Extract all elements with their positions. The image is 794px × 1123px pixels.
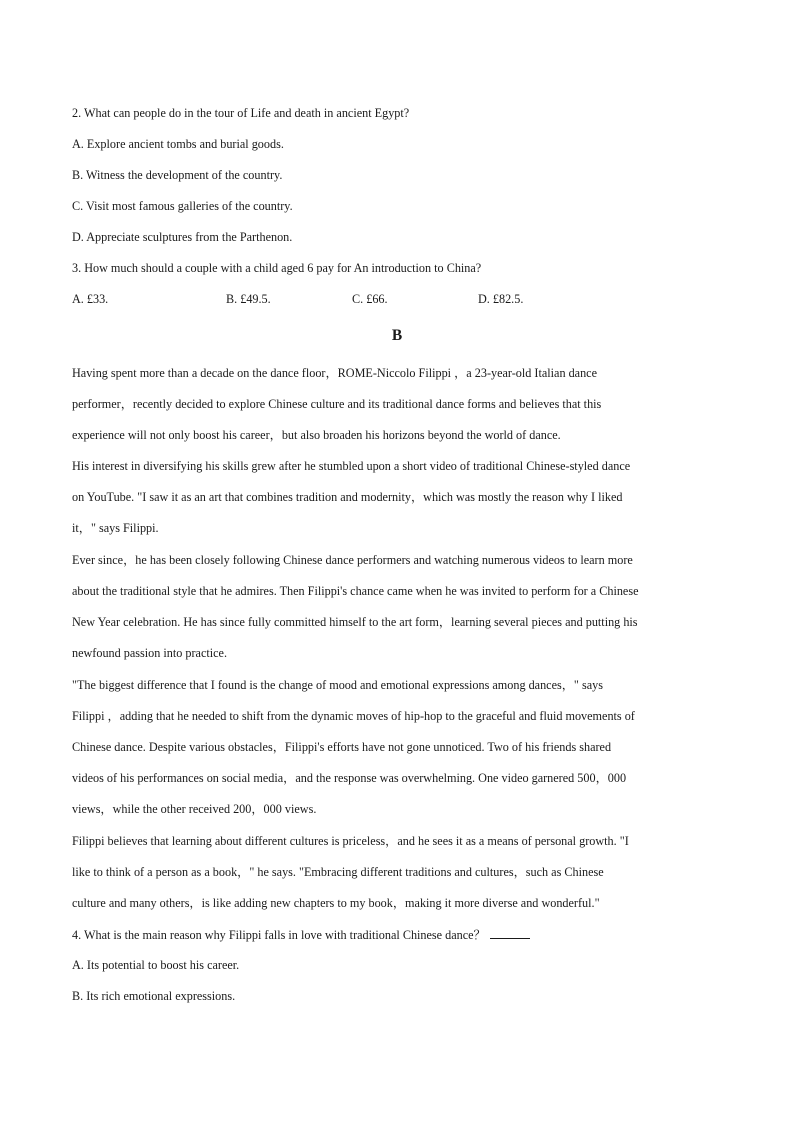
question-3-text: 3. How much should a couple with a child aged 6 pay for An introduction to China?	[72, 261, 482, 275]
passage-line: Filippi believes that learning about different cultures is priceless，and he sees it as a means of personal growth. "I	[72, 834, 629, 848]
passage-line: "The biggest difference that I found is the change of mood and emotional expressions among dances，" says	[72, 678, 603, 692]
question-2-option-c: C. Visit most famous galleries of the country.	[72, 199, 293, 213]
passage-line: views，while the other received 200，000 views.	[72, 802, 317, 816]
passage-line: videos of his performances on social media，and the response was overwhelming. One video garnered 500，000	[72, 771, 627, 785]
question-2-option-b: B. Witness the development of the country.	[72, 168, 283, 182]
passage-line: Chinese dance. Despite various obstacles，Filippi's efforts have not gone unnoticed. Two of his friends shared	[72, 740, 612, 754]
question-4-text: 4. What is the main reason why Filippi falls in love with traditional Chinese dance？	[72, 928, 486, 942]
passage-line: it，" says Filippi.	[72, 521, 159, 535]
passage-line: experience will not only boost his career，but also broaden his horizons beyond the world of dance.	[72, 428, 561, 442]
passage-line: Having spent more than a decade on the dance floor，ROME-Niccolo Filippi ，a 23-year-old Italian dance	[72, 366, 597, 380]
question-2-option-d: D. Appreciate sculptures from the Parthenon.	[72, 230, 293, 244]
question-3-option-b: B. £49.5.	[226, 292, 271, 306]
passage-line: like to think of a person as a book，" he says. "Embracing different traditions and cultures，such as Chinese	[72, 865, 604, 879]
answer-blank	[490, 926, 530, 939]
passage-line: newfound passion into practice.	[72, 646, 228, 660]
passage-line: New Year celebration. He has since fully committed himself to the art form，learning several pieces and putting his	[72, 615, 638, 629]
passage-line: about the traditional style that he admires. Then Filippi's chance came when he was invited to perform for a Chinese	[72, 584, 639, 598]
question-4-row	[72, 926, 530, 943]
passage-line: Filippi ，adding that he needed to shift from the dynamic moves of hip-hop to the graceful and fluid movements of	[72, 709, 635, 723]
question-3-option-a: A. £33.	[72, 292, 109, 306]
question-3-option-d: D. £82.5.	[478, 292, 524, 306]
question-3-option-c: C. £66.	[352, 292, 388, 306]
passage-line: on YouTube. "I saw it as an art that combines tradition and modernity，which was mostly the reason why I liked	[72, 490, 623, 504]
question-4-option-b: B. Its rich emotional expressions.	[72, 989, 236, 1003]
section-heading: B	[391, 327, 403, 344]
passage-line: performer，recently decided to explore Chinese culture and its traditional dance forms and believes that this	[72, 397, 602, 411]
question-2-option-a: A. Explore ancient tombs and burial goods.	[72, 137, 284, 151]
passage-line: culture and many others，is like adding new chapters to my book，making it more diverse and wonderful."	[72, 896, 600, 910]
question-2-text: 2. What can people do in the tour of Life and death in ancient Egypt?	[72, 106, 410, 120]
passage-line: His interest in diversifying his skills grew after he stumbled upon a short video of traditional Chinese-styled dance	[72, 459, 631, 473]
question-4-option-a: A. Its potential to boost his career.	[72, 958, 240, 972]
passage-line: Ever since，he has been closely following Chinese dance performers and watching numerous videos to learn more	[72, 553, 633, 567]
